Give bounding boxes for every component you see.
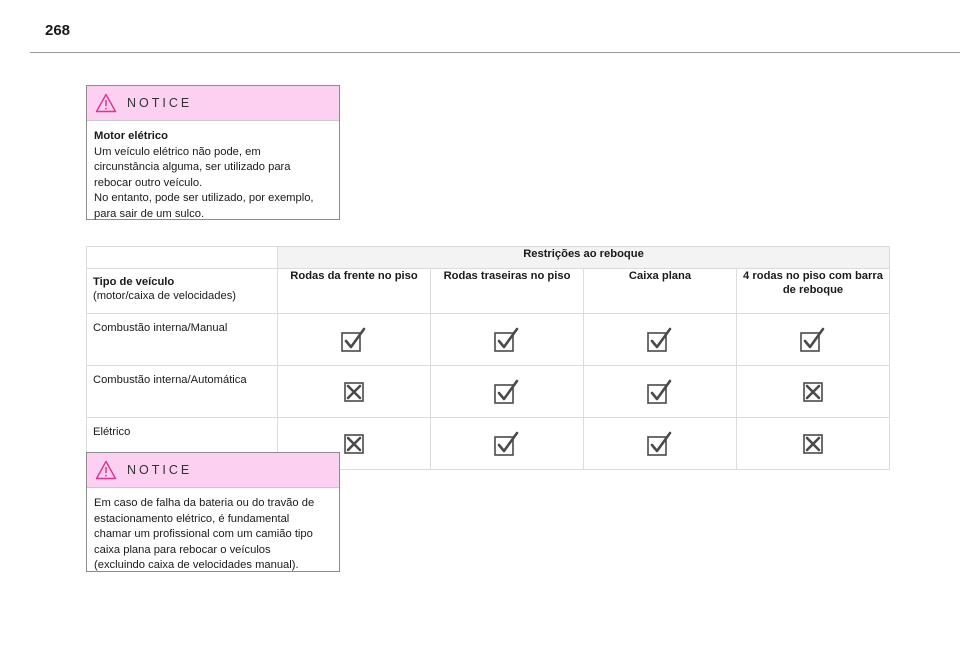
notice-body — [87, 488, 339, 582]
cross-icon — [341, 379, 367, 405]
notice-line: circunstância alguma, ser utilizado para — [94, 161, 291, 174]
table-group-header-row — [87, 247, 890, 269]
status-cell — [431, 366, 584, 418]
row-label: Elétrico — [87, 418, 278, 470]
notice-title: NOTICE — [127, 463, 193, 477]
row-label: Combustão interna/Manual — [87, 314, 278, 366]
table-header-row — [87, 269, 890, 314]
warning-icon — [95, 93, 117, 113]
notice-box-battery-failure — [86, 452, 340, 572]
column-header-rear-wheels: Rodas traseiras no piso — [431, 269, 584, 314]
status-cell — [737, 314, 890, 366]
row-label: Combustão interna/Automática — [87, 366, 278, 418]
notice-line: estacionamento elétrico, é fundamental — [94, 512, 290, 525]
table-row — [87, 366, 890, 418]
column-header-front-wheels: Rodas da frente no piso — [278, 269, 431, 314]
status-cell — [584, 418, 737, 470]
status-cell — [278, 366, 431, 418]
group-header: Restrições ao reboque — [278, 247, 890, 269]
notice-line: rebocar outro veículo. — [94, 176, 203, 189]
table-row — [87, 314, 890, 366]
page-number: 268 — [45, 22, 71, 39]
notice-box-electric-motor — [86, 85, 340, 220]
notice-heading: Motor elétrico — [94, 130, 168, 142]
notice-title: NOTICE — [127, 96, 193, 110]
status-cell — [737, 366, 890, 418]
check-icon — [494, 379, 520, 405]
table-corner-cell — [87, 247, 278, 269]
notice-line: (excluindo caixa de velocidades manual). — [94, 559, 299, 572]
status-cell — [584, 314, 737, 366]
cross-icon — [800, 379, 826, 405]
status-cell — [431, 418, 584, 470]
notice-body — [87, 121, 339, 231]
notice-line: chamar um profissional com um camião tipo — [94, 528, 313, 541]
status-cell — [431, 314, 584, 366]
check-icon — [647, 327, 673, 353]
towing-restrictions-table — [86, 246, 890, 470]
status-cell — [278, 314, 431, 366]
check-icon — [341, 327, 367, 353]
notice-line: para sair de um sulco. — [94, 207, 205, 220]
status-cell — [737, 418, 890, 470]
notice-line: caixa plana para rebocar o veículos — [94, 543, 271, 556]
vehicle-type-header-title: Tipo de veículo — [93, 276, 175, 288]
check-icon — [494, 327, 520, 353]
check-icon — [800, 327, 826, 353]
column-header-four-wheels-tow-bar: 4 rodas no piso com barra de reboque — [737, 269, 890, 314]
status-cell — [584, 366, 737, 418]
notice-header — [87, 453, 339, 488]
warning-icon — [95, 460, 117, 480]
check-icon — [494, 431, 520, 457]
notice-line: Em caso de falha da bateria ou do travão de — [94, 497, 315, 509]
check-icon — [647, 379, 673, 405]
vehicle-type-header — [87, 269, 278, 314]
notice-header — [87, 86, 339, 121]
header-divider — [30, 52, 960, 53]
column-header-flatbed: Caixa plana — [584, 269, 737, 314]
notice-line: Um veículo elétrico não pode, em — [94, 145, 261, 158]
check-icon — [647, 431, 673, 457]
cross-icon — [800, 431, 826, 457]
notice-line: No entanto, pode ser utilizado, por exemplo, — [94, 192, 314, 205]
cross-icon — [341, 431, 367, 457]
vehicle-type-header-subtitle: (motor/caixa de velocidades) — [93, 290, 237, 302]
